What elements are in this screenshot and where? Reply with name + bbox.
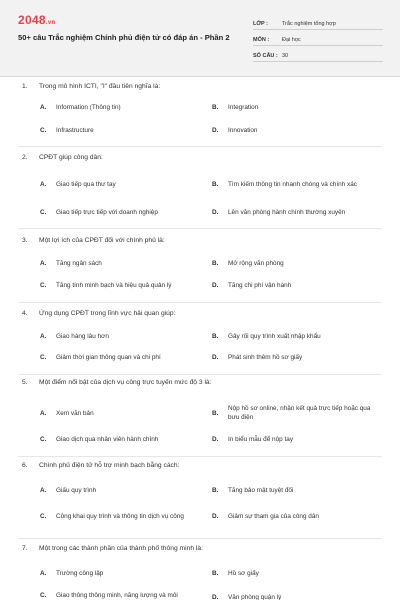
question-stem: Một điểm nổi bật của dịch vụ công trực tuyến mức độ 3 là:: [39, 379, 212, 386]
option-text: Gây rối quy trình xuất nhập khẩu: [228, 332, 321, 340]
divider: [18, 228, 382, 229]
option-d[interactable]: [212, 124, 380, 136]
option-text: Xem văn bản: [56, 409, 94, 417]
option-c[interactable]: [40, 279, 205, 291]
option-a[interactable]: [40, 174, 205, 194]
meta-row-subject: [253, 30, 383, 46]
option-a[interactable]: [40, 403, 205, 423]
question-text: [22, 83, 160, 90]
option-b[interactable]: [212, 330, 380, 342]
option-text: Giấu quy trình: [56, 486, 97, 494]
option-key: C.: [40, 208, 47, 216]
question-text: [22, 545, 203, 552]
question-stem: Chính phủ điện tử hỗ trợ minh bạch bằng cách:: [39, 462, 180, 469]
option-text: Phát sinh thêm hồ sơ giấy: [228, 353, 303, 361]
option-d[interactable]: [212, 279, 380, 291]
question: [0, 235, 400, 305]
option-key: D.: [212, 126, 219, 134]
option-b[interactable]: [212, 174, 380, 194]
meta-label: SỐ CÂU :: [253, 53, 278, 59]
question-text: [22, 154, 103, 161]
option-a[interactable]: [40, 567, 205, 579]
option-b[interactable]: [212, 257, 380, 269]
question-number: 4.: [22, 310, 28, 317]
option-key: B.: [212, 259, 219, 267]
document-title: 50+ câu Trắc nghiệm Chính phủ điện tử có đáp án - Phần 2: [18, 33, 230, 42]
option-text: In biểu mẫu để nộp tay: [228, 435, 294, 443]
option-key: C.: [40, 435, 47, 443]
question-number: 3.: [22, 237, 28, 244]
question-stem: Trong mô hình ICTI, "I" đầu tiên nghĩa là:: [39, 83, 161, 90]
option-key: B.: [212, 486, 219, 494]
question-stem: CPĐT giúp công dân:: [39, 154, 103, 161]
question: [0, 308, 400, 378]
option-key: A.: [40, 332, 47, 340]
divider: [18, 146, 382, 147]
meta-info: [253, 14, 383, 62]
option-a[interactable]: [40, 257, 205, 269]
question-stem: Ứng dụng CPĐT trong lĩnh vực hải quan giúp:: [39, 310, 176, 317]
page-header: [0, 0, 400, 77]
option-text: Giao thông thông minh, năng lượng và môi: [56, 591, 178, 599]
option-c[interactable]: [40, 206, 205, 218]
question-number: 6.: [22, 462, 28, 469]
option-text: Văn phòng quận lý: [228, 593, 282, 600]
meta-row-count: [253, 46, 383, 62]
option-text: Information (Thông tin): [56, 103, 121, 111]
option-key: A.: [40, 259, 47, 267]
divider: [18, 538, 382, 539]
logo-text: 2048: [18, 13, 46, 27]
option-b[interactable]: [212, 101, 380, 113]
meta-value: Trắc nghiệm tổng hợp: [282, 21, 336, 27]
question: [0, 379, 400, 457]
option-text: Công khai quy trình và thông tin dịch vụ công: [56, 512, 184, 520]
option-key: B.: [212, 332, 219, 340]
divider: [18, 374, 382, 375]
question: [0, 543, 400, 600]
option-text: Mở rộng văn phòng: [228, 259, 284, 267]
meta-label: LỚP :: [253, 21, 268, 27]
option-text: Giao tiếp qua thư tay: [56, 180, 116, 188]
option-key: D.: [212, 593, 219, 600]
option-key: B.: [212, 409, 219, 417]
question: [0, 152, 400, 230]
option-b[interactable]: [212, 567, 380, 579]
option-text: Tăng bảo mật tuyệt đối: [228, 486, 294, 494]
option-text: Nộp hồ sơ online, nhận kết quả trực tiếp hoặc qua bưu điện: [228, 405, 371, 421]
option-c[interactable]: [40, 124, 205, 136]
option-c[interactable]: [40, 351, 205, 363]
option-b[interactable]: [212, 484, 380, 496]
option-text: Tăng ngân sách: [56, 259, 102, 267]
divider: [18, 456, 382, 457]
option-key: A.: [40, 569, 47, 577]
meta-row-class: [253, 14, 383, 30]
option-key: A.: [40, 103, 47, 111]
option-d[interactable]: [212, 206, 380, 218]
option-key: A.: [40, 180, 47, 188]
option-key: C.: [40, 126, 47, 134]
option-key: D.: [212, 281, 219, 289]
option-a[interactable]: [40, 101, 205, 113]
logo-suffix: .vn: [45, 20, 56, 26]
meta-value: 30: [282, 53, 289, 59]
option-text: Lên văn phòng hành chính thường xuyên: [228, 208, 346, 216]
option-a[interactable]: [40, 330, 205, 342]
option-c[interactable]: [40, 433, 205, 445]
option-d[interactable]: [212, 433, 380, 445]
option-c[interactable]: [40, 589, 205, 600]
option-key: D.: [212, 208, 219, 216]
option-key: A.: [40, 486, 47, 494]
question-number: 1.: [22, 83, 28, 90]
option-key: B.: [212, 103, 219, 111]
divider: [18, 302, 382, 303]
question-text: [22, 462, 179, 469]
option-key: C.: [40, 591, 47, 599]
question: [0, 80, 400, 150]
option-text: Giảm sự tham gia của công dân: [228, 512, 319, 520]
option-text: Infrastructure: [56, 126, 94, 134]
question-text: [22, 237, 165, 244]
option-text: Giảm thời gian thông quan và chi phí: [56, 353, 161, 361]
option-text: Giao dịch qua nhân viên hành chính: [56, 435, 159, 443]
meta-label: MÔN :: [253, 37, 270, 43]
option-a[interactable]: [40, 484, 205, 496]
option-key: C.: [40, 281, 47, 289]
question-number: 5.: [22, 379, 28, 386]
question-text: [22, 379, 212, 386]
option-text: Innovation: [228, 126, 258, 134]
option-key: C.: [40, 512, 47, 520]
option-key: B.: [212, 569, 219, 577]
question-number: 2.: [22, 154, 28, 161]
option-d[interactable]: [212, 506, 380, 526]
option-key: D.: [212, 512, 219, 520]
option-key: D.: [212, 353, 219, 361]
option-text: Giao hàng lâu hơn: [56, 332, 109, 340]
option-text: Trường công lập: [56, 569, 104, 577]
option-key: B.: [212, 180, 219, 188]
option-d[interactable]: [212, 591, 380, 600]
option-text: Integration: [228, 103, 259, 111]
meta-value: Đại học: [282, 37, 301, 43]
option-b[interactable]: [212, 403, 380, 423]
option-d[interactable]: [212, 351, 380, 363]
option-text: Hồ sơ giấy: [228, 569, 259, 577]
question-stem: Một trong các thành phần của thành phố thông minh là:: [39, 545, 203, 552]
option-key: D.: [212, 435, 219, 443]
option-text: Tăng chi phí vận hành: [228, 281, 292, 289]
site-logo[interactable]: [18, 13, 55, 27]
option-key: A.: [40, 409, 47, 417]
question: [0, 460, 400, 538]
question-text: [22, 310, 175, 317]
option-text: Tăng tính minh bạch và hiệu quả quản lý: [56, 281, 172, 289]
option-text: Giao tiếp trực tiếp với doanh nghiệp: [56, 208, 158, 216]
question-stem: Một lợi ích của CPĐT đối với chính phủ là:: [39, 237, 165, 244]
option-key: C.: [40, 353, 47, 361]
question-number: 7.: [22, 545, 28, 552]
option-c[interactable]: [40, 506, 205, 526]
option-text: Tìm kiếm thông tin nhanh chóng và chính xác: [228, 180, 357, 188]
